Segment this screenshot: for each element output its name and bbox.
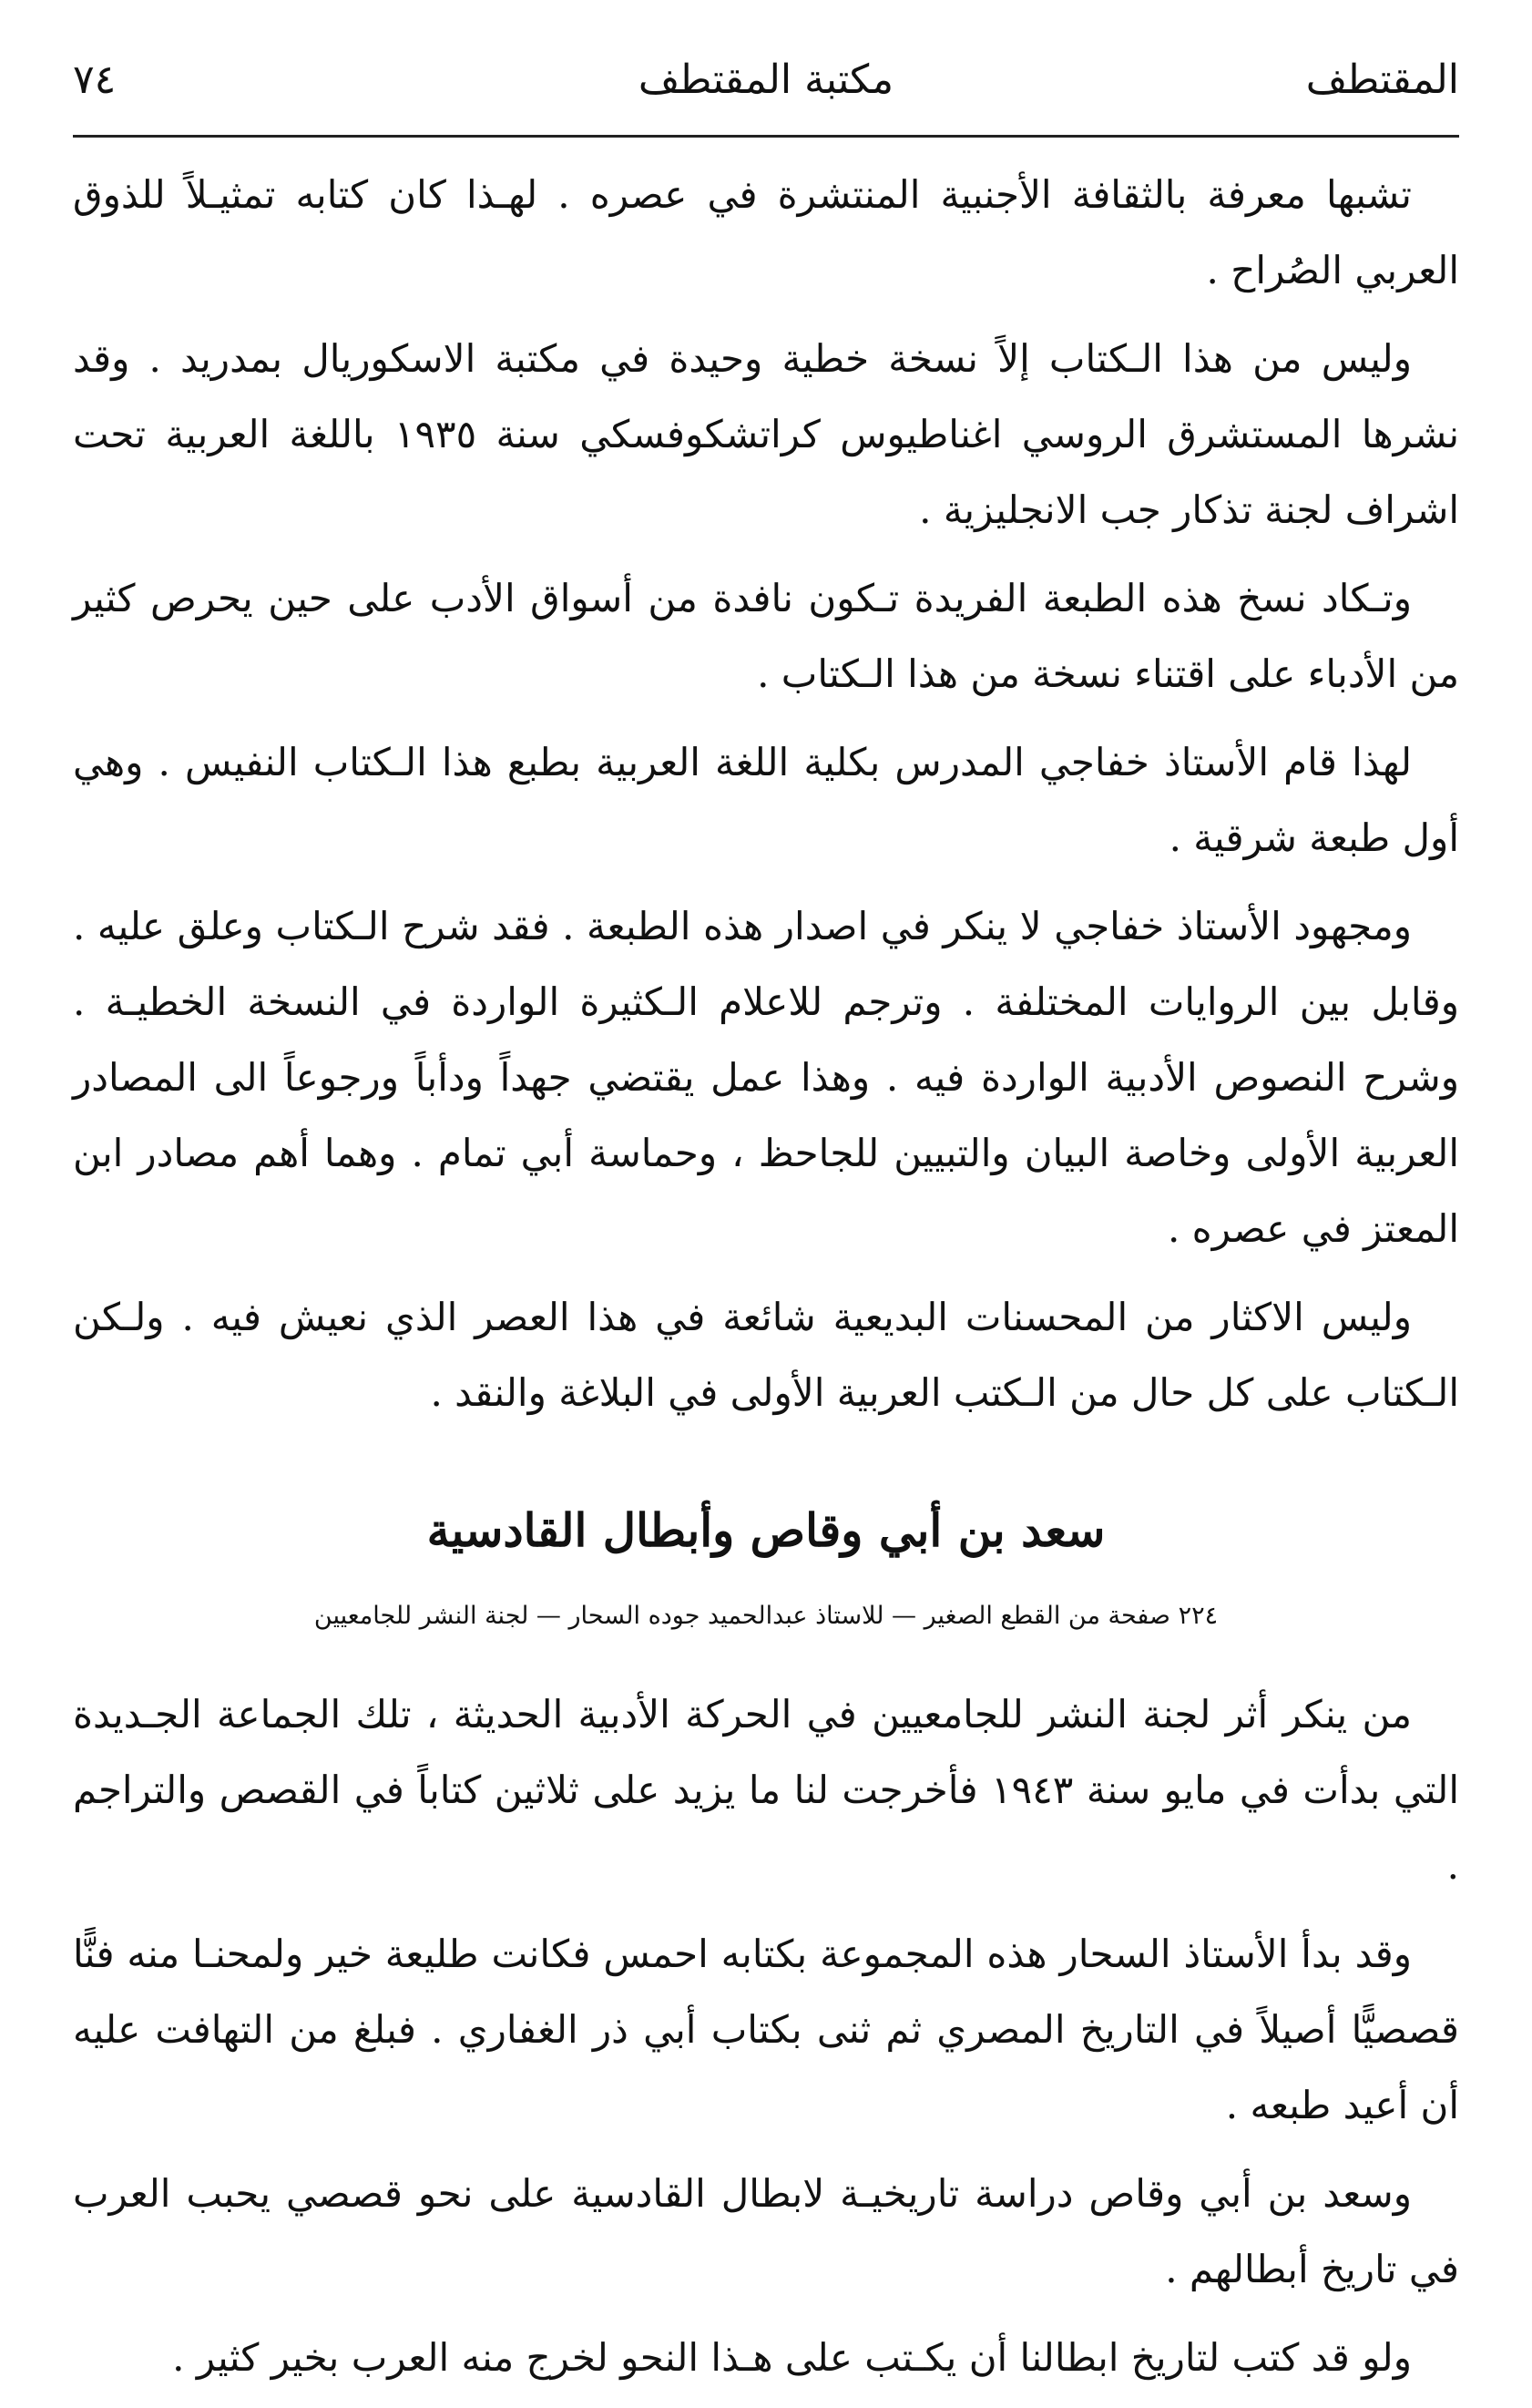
page-body [73, 157, 1459, 2408]
paragraph: وتـكاد نسخ هذه الطبعة الفريدة تـكون نافدة من أسواق الأدب على حين يحرص كثير من الأدباء على اقتناء نسخة من هذا الـكتاب . [73, 576, 1459, 696]
book-details: ٢٢٤ صفحة من القطع الصغير — للاستاذ عبدالحميد جوده السحار — لجنة النشر للجامعيين [313, 1602, 1219, 1630]
header-rule [73, 135, 1459, 138]
paragraph: من ينكر أثر لجنة النشر للجامعيين في الحركة الأدبية الحديثة ، تلك الجماعة الجـديدة التي بدأت في مايو سنة ١٩٤٣ فأخرجت لنا ما يزيد على ثلاثين كتاباً في القصص والتراجم . [73, 1692, 1459, 1888]
header-journal-name: المقتطف [1305, 56, 1459, 103]
paragraph: وسعد بن أبي وقاص دراسة تاريخيـة لابطال القادسية على نحو قصصي يحبب العرب في تاريخ أبطالهم . [73, 2171, 1459, 2291]
header-title: مكتبة المقتطف [638, 56, 894, 103]
page-number: ٧٤ [73, 56, 117, 103]
paragraph: ولو قد كتب لتاريخ ابطالنا أن يكـتب على هـذا النحو لخرج منه العرب بخير كثير . [172, 2335, 1412, 2380]
paragraph: لهذا قام الأستاذ خفاجي المدرس بكلية اللغة العربية بطبع هذا الـكتاب النفيس . وهي أول طبعة شرقية . [73, 740, 1459, 860]
paragraph: وقد بدأ الأستاذ السحار هذه المجموعة بكتابه احمس فكانت طليعة خير ولمحنـا منه فنًّا قصصيًّا أصيلاً في التاريخ المصري ثم ثنى بكتاب أبي ذر الغفاري . فبلغ من التهافت عليه أن أعيد طبعه . [73, 1932, 1459, 2127]
paragraph: وليس الاكثار من المحسنات البديعية شائعة في هذا العصر الذي نعيش فيه . ولـكن الـكتاب على كل حال من الـكتب العربية الأولى في البلاغة والنقد . [73, 1295, 1459, 1415]
review-title: سعد بن أبي وقاص وأبطال القادسية [426, 1503, 1106, 1557]
paragraph: وليس من هذا الـكتاب إلاً نسخة خطية وحيدة في مكتبة الاسكوريال بمدريد . وقد نشرها المستشرق الروسي اغناطيوس كراتشكوفسكي سنة ١٩٣٥ باللغة العربية تحت اشراف لجنة تذكار جب الانجليزية . [73, 336, 1460, 532]
running-header [73, 44, 1459, 117]
paragraph: ومجهود الأستاذ خفاجي لا ينكر في اصدار هذه الطبعة . فقد شرح الـكتاب وعلق عليه . وقابل بين الروايات المختلفة . وترجم للاعلام الـكثيرة الواردة في النسخة الخطيـة . وشرح النصوص الأدبية الواردة فيه . وهذا عمل يقتضي جهداً ودأباً ورجوعاً الى المصادر العربية الأولى وخاصة البيان والتبيين للجاحظ ، وحماسة أبي تمام . وهما أهم مصادر ابن المعتز في عصره . [73, 904, 1459, 1251]
paragraph: تشبها معرفة بالثقافة الأجنبية المنتشرة في عصره . لهـذا كان كتابه تمثيـلاً للذوق العربي الصُراح . [73, 172, 1459, 292]
